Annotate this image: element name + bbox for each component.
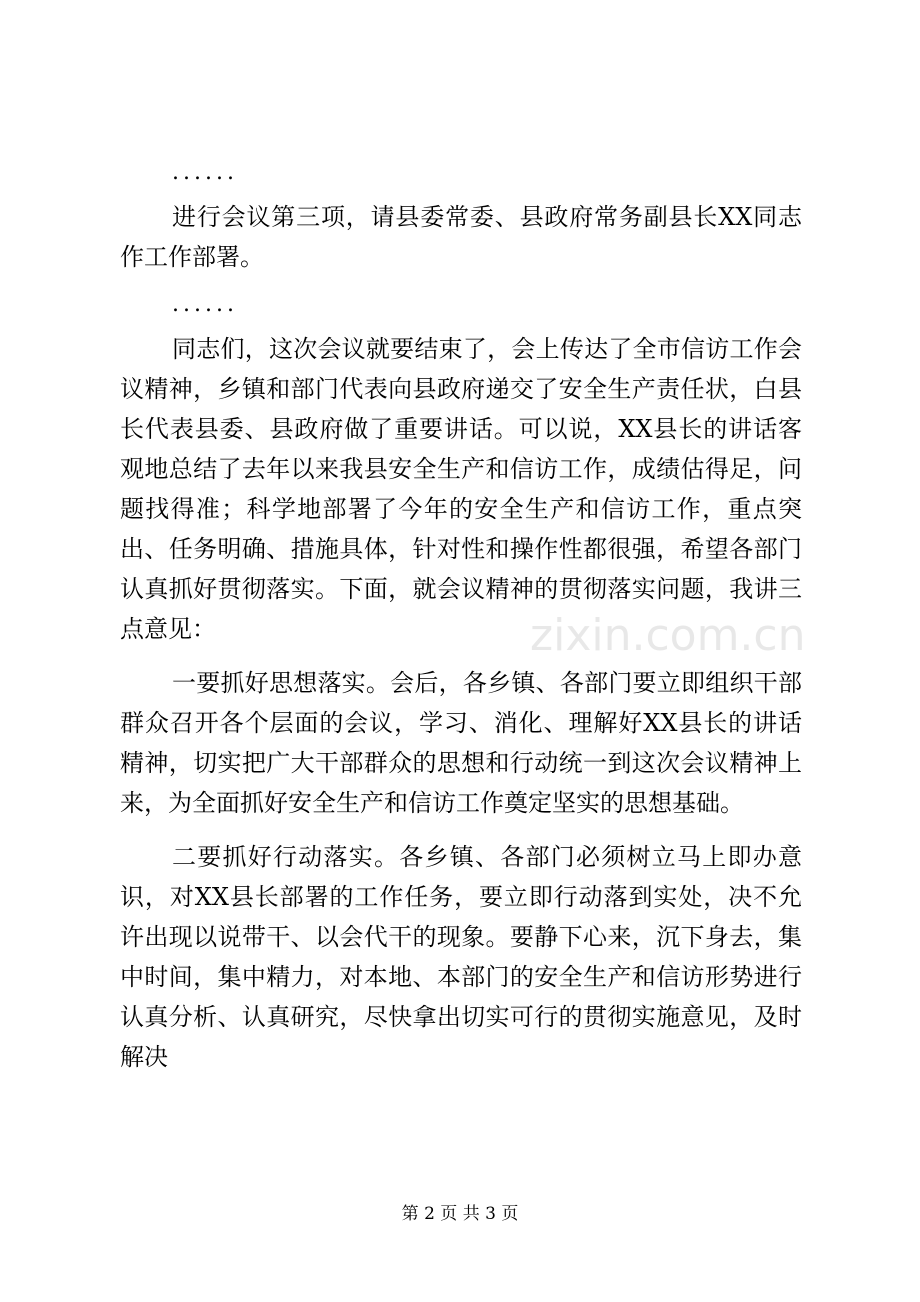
ellipsis-line: ...... xyxy=(172,292,238,317)
paragraph: 一要抓好思想落实。会后，各乡镇、各部门要立即组织干部群众召开各个层面的会议，学习、消化、理解好XX县长的讲话精神，切实把广大干部群众的思想和行动统一到这次会议精神上来，为全面抓好安全生产和信访工作奠定坚实的思想基础。 xyxy=(120,669,802,817)
paragraph: 进行会议第三项，请县委常委、县政府常务副县长XX同志作工作部署。 xyxy=(120,203,802,271)
page-footer: 第 2 页 共 3 页 xyxy=(401,1204,519,1224)
document-body xyxy=(120,159,802,1091)
watermark: zixin.com.cn xyxy=(530,610,806,661)
paragraph: 同志们，这次会议就要结束了，会上传达了全市信访工作会议精神，乡镇和部门代表向县政府递交了安全生产责任状，白县长代表县委、县政府做了重要讲话。可以说，XX县长的讲话客观地总结了去年以来我县安全生产和信访工作，成绩估得足，问题找得准；科学地部署了今年的安全生产和信访工作，重点突出、任务明确、措施具体，针对性和操作性都很强，希望各部门认真抓好贯彻落实。下面，就会议精神的贯彻落实问题，我讲三点意见： xyxy=(120,335,802,643)
ellipsis-line: ...... xyxy=(172,160,238,185)
paragraph: 二要抓好行动落实。各乡镇、各部门必须树立马上即办意识，对XX县长部署的工作任务，要立即行动落到实处，决不允许出现以说带干、以会代干的现象。要静下心来，沉下身去，集中时间，集中精力，对本地、本部门的安全生产和信访形势进行认真分析、认真研究，尽快拿出切实可行的贯彻实施意见，及时解决 xyxy=(120,843,802,1071)
